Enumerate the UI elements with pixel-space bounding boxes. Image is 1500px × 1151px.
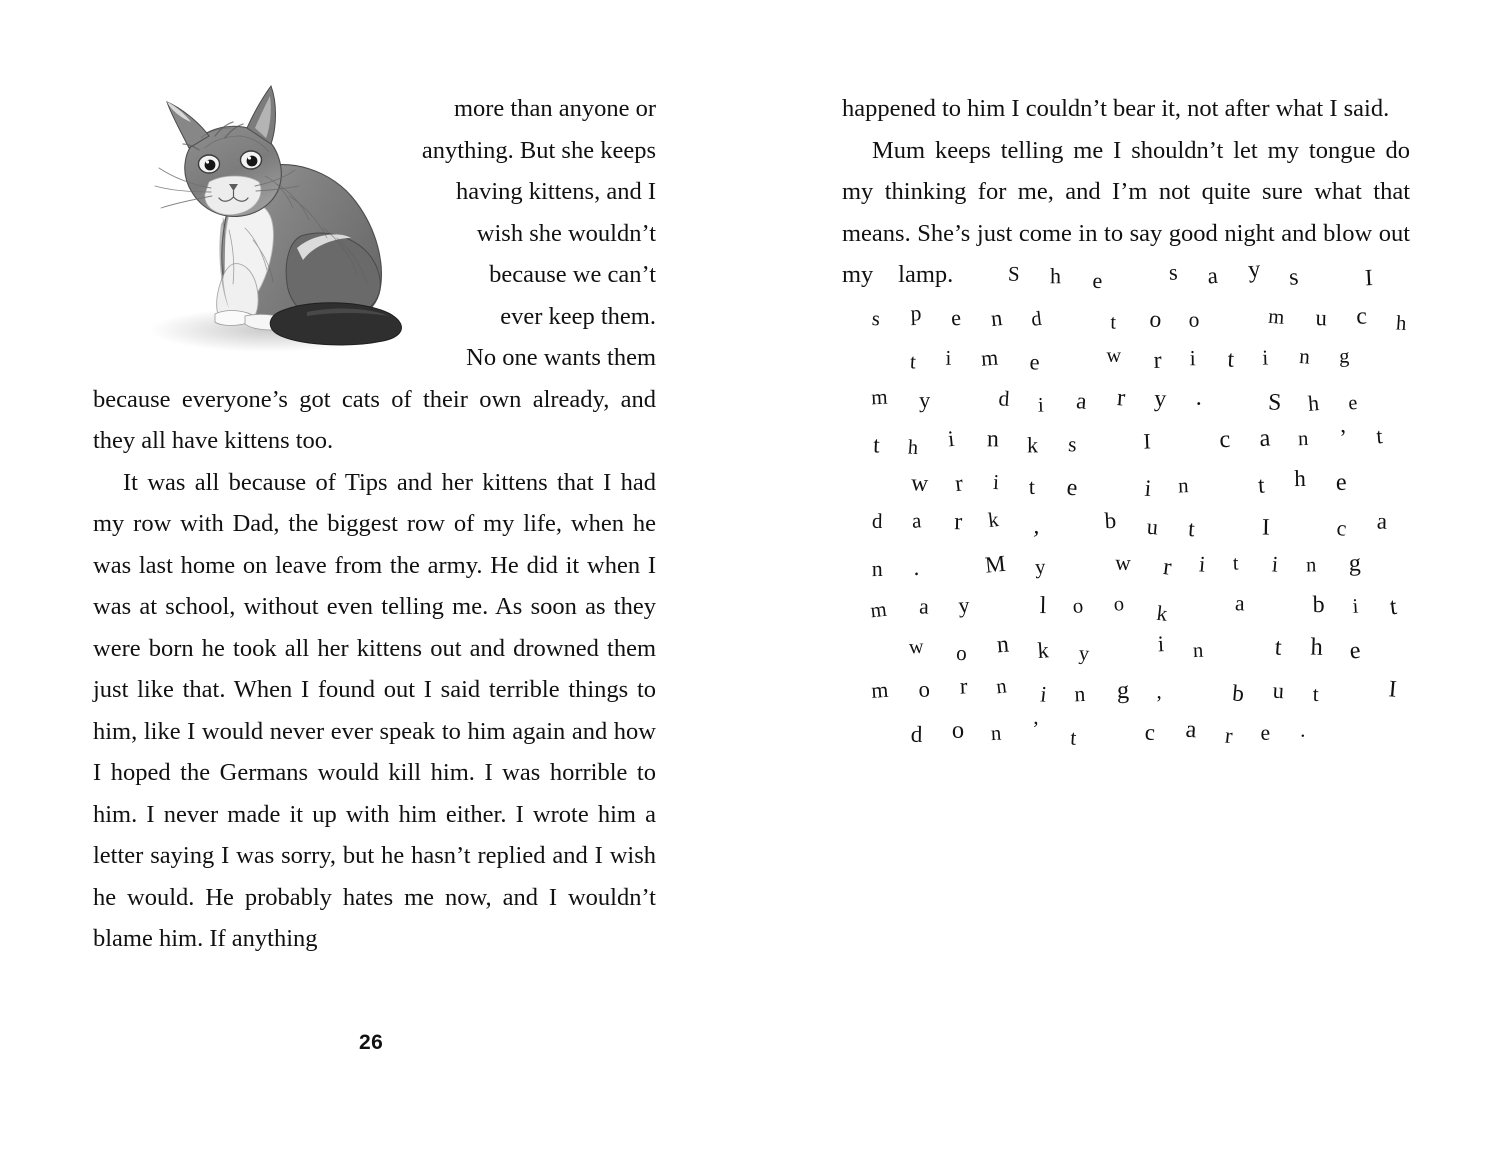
wonky-char: t bbox=[1029, 473, 1036, 499]
wonky-char: y bbox=[1034, 553, 1047, 579]
right-text-column bbox=[842, 88, 1410, 752]
wonky-char bbox=[1205, 632, 1245, 671]
wonky-char: n bbox=[1297, 426, 1309, 450]
left-paragraph-1 bbox=[93, 88, 656, 379]
wonky-char: g bbox=[1339, 344, 1350, 368]
wonky-char: e bbox=[1347, 389, 1359, 414]
wonky-char: o bbox=[1071, 593, 1085, 618]
wonky-char: o bbox=[951, 714, 965, 743]
wonky-char: b bbox=[1230, 679, 1245, 707]
wonky-char: n bbox=[990, 720, 1002, 745]
wonky-char: e bbox=[1347, 635, 1362, 664]
wonky-char: h bbox=[1050, 263, 1062, 289]
wonky-char: i bbox=[1198, 550, 1207, 577]
right-paragraph-2 bbox=[842, 130, 1410, 753]
wonky-char: y bbox=[957, 591, 971, 618]
wonky-char: b bbox=[1103, 506, 1117, 534]
wonky-char: r bbox=[1152, 345, 1162, 374]
wonky-char: r bbox=[1223, 721, 1234, 748]
wonky-char: m bbox=[869, 596, 888, 623]
wonky-char: I bbox=[1142, 428, 1152, 454]
wonky-char: h bbox=[1395, 309, 1408, 335]
wonky-char: t bbox=[1257, 470, 1266, 498]
left-paragraph-2: It was all because of Tips and her kittens that I had my row with Dad, the biggest row of my life, when he was last home on leave from the army. He did it when I was at school, without even telling me. As soon as they were born he took all her kittens out and drowned them just like that. When I found out I said terrible things to him, like I would never ever speak to him again and how I hoped the Germans would kill him. I was horrible to him. I never made it up with him either. I wrote him a letter saying I was sorry, but he hasn’t replied and I wish he would. He probably hates me now, and I wouldn’t blame him. If anything bbox=[93, 468, 656, 952]
wonky-char bbox=[970, 587, 1009, 625]
wonky-char: h bbox=[1294, 464, 1307, 491]
wonky-char: y bbox=[1153, 383, 1167, 412]
wonky-char: I bbox=[1387, 674, 1398, 703]
wonky-char bbox=[1041, 292, 1084, 334]
wonky-char bbox=[840, 466, 880, 505]
wrap-line: ever keep them. bbox=[500, 302, 656, 330]
wonky-char: o bbox=[1148, 304, 1163, 333]
wonky-char: n bbox=[1298, 343, 1311, 369]
wonky-char: n bbox=[1177, 472, 1190, 497]
wonky-char bbox=[841, 627, 881, 667]
wonky-char: y bbox=[919, 386, 931, 413]
wonky-char: i bbox=[1189, 345, 1197, 371]
wrap-line: No one wants them bbox=[466, 344, 656, 371]
wonky-char: I bbox=[1364, 263, 1374, 291]
wonky-char bbox=[1346, 466, 1384, 504]
wonky-char: w bbox=[907, 633, 924, 658]
wonky-char bbox=[1073, 465, 1114, 505]
wrap-line: having kittens, and I bbox=[455, 178, 656, 205]
wonky-char: t bbox=[1232, 550, 1240, 574]
wrap-line: because we can’t bbox=[489, 261, 656, 288]
right-paragraph-2-normal-text: Mum keeps telling me I shouldn’t let my tongue do my thinking for me, and I’m not quite sure what that means. She’s just come in to say good night and blow out my lamp. bbox=[842, 136, 1410, 288]
wonky-char: g bbox=[1117, 675, 1130, 704]
wonky-char: i bbox=[1261, 345, 1269, 370]
wonky-char: i bbox=[1038, 680, 1049, 708]
wonky-char: i bbox=[1351, 593, 1359, 618]
wonky-char bbox=[1077, 422, 1114, 458]
wonky-char: i bbox=[1143, 473, 1153, 502]
wonky-char: k bbox=[987, 507, 1001, 532]
wonky-char: e bbox=[1066, 472, 1080, 501]
wonky-char: a bbox=[1258, 423, 1272, 452]
wonky-char bbox=[1150, 423, 1189, 461]
wonky-char: k bbox=[1036, 636, 1050, 663]
wonky-char: t bbox=[1110, 309, 1117, 333]
wonky-char: i bbox=[992, 469, 1000, 494]
wrap-line: anything. But she keeps bbox=[421, 136, 656, 164]
wonky-char: k bbox=[1026, 432, 1038, 458]
wonky-char bbox=[1268, 505, 1309, 546]
wonky-char bbox=[1239, 579, 1285, 624]
wonky-char: t bbox=[1387, 591, 1398, 621]
wonky-char bbox=[1161, 667, 1205, 710]
wonky-char: o bbox=[955, 640, 968, 665]
wonky-char bbox=[841, 710, 881, 749]
wrap-line: more than anyone or bbox=[453, 95, 656, 122]
wonky-char: u bbox=[1271, 677, 1285, 704]
wonky-char: S bbox=[1007, 261, 1021, 286]
wonky-char bbox=[1102, 258, 1140, 295]
wonky-char: m bbox=[870, 383, 889, 409]
wonky-char: a bbox=[911, 508, 923, 533]
wonky-char bbox=[1045, 544, 1088, 586]
wonky-char: m bbox=[1266, 303, 1285, 329]
wonky-char: o bbox=[917, 675, 932, 703]
wonky-char: o bbox=[1188, 306, 1200, 332]
wonky-char bbox=[1361, 379, 1398, 416]
wonky-char: a bbox=[1376, 507, 1388, 535]
wonky-char: a bbox=[1184, 714, 1198, 743]
wonky-char: t bbox=[1187, 515, 1196, 542]
wonky-char: t bbox=[872, 431, 881, 458]
wonky-char: n bbox=[989, 304, 1004, 331]
wonky-char: t bbox=[1273, 632, 1283, 660]
wonky-char: h bbox=[1307, 389, 1321, 416]
wonky-char: i bbox=[947, 425, 956, 452]
wonky-char: u bbox=[1314, 304, 1328, 331]
right-paragraph-1: happened to him I couldn’t bear it, not after what I said. bbox=[842, 95, 1390, 122]
wonky-char bbox=[1201, 299, 1239, 337]
wonky-char: r bbox=[1161, 551, 1173, 580]
wonky-char: g bbox=[1348, 548, 1361, 576]
wonky-char bbox=[1351, 337, 1390, 376]
wonky-char bbox=[1198, 377, 1236, 415]
wonky-char: h bbox=[1309, 631, 1324, 660]
wonky-char: M bbox=[984, 549, 1008, 578]
wonky-char: d bbox=[871, 508, 883, 533]
wonky-char: o bbox=[1113, 591, 1125, 616]
wonky-char: t bbox=[1375, 422, 1384, 449]
wonky-char: I bbox=[1261, 513, 1271, 541]
wonky-char bbox=[840, 337, 882, 378]
wonky-char: i bbox=[945, 345, 952, 370]
wonky-char: y bbox=[1246, 254, 1261, 283]
wonky-char bbox=[1320, 672, 1357, 709]
wonky-char: t bbox=[1227, 344, 1236, 373]
wonky-char: d bbox=[997, 385, 1011, 411]
wonky-char: s bbox=[871, 305, 881, 330]
wonky-char: s bbox=[1287, 262, 1300, 291]
wonky-char: s bbox=[1067, 431, 1078, 457]
wonky-char: m bbox=[980, 344, 1000, 371]
wonky-char: i bbox=[1270, 550, 1280, 577]
wonky-char: d bbox=[910, 720, 923, 747]
wonky-char: n bbox=[1305, 552, 1317, 576]
wonky-char: r bbox=[953, 507, 963, 535]
wonky-char: m bbox=[870, 676, 890, 703]
wonky-char: c bbox=[1218, 424, 1232, 453]
wonky-char: r bbox=[1116, 382, 1127, 411]
wonky-char: r bbox=[959, 672, 969, 699]
wonky-char: . bbox=[1194, 381, 1204, 410]
wonky-char bbox=[1296, 257, 1336, 296]
wonky-char: a bbox=[1234, 590, 1245, 616]
wonky-char: c bbox=[1144, 718, 1157, 745]
wonky-char: n bbox=[986, 424, 999, 452]
wonky-char bbox=[1074, 709, 1115, 749]
left-paragraph-1-tail: because everyone’s got cats of their own already, and they all have kittens too. bbox=[93, 385, 656, 454]
wonky-char bbox=[1372, 251, 1413, 292]
wonky-char: w bbox=[1114, 549, 1131, 575]
wonky-char: l bbox=[1039, 590, 1047, 619]
wonky-char: t bbox=[1312, 681, 1319, 706]
wonky-char: s bbox=[1168, 259, 1179, 285]
wonky-char: u bbox=[1145, 513, 1160, 540]
wonky-char bbox=[1359, 628, 1400, 668]
wonky-char: a bbox=[919, 593, 930, 619]
left-text-column bbox=[93, 88, 656, 960]
wonky-char: t bbox=[1069, 724, 1078, 750]
wonky-char bbox=[1360, 550, 1398, 588]
wonky-char: a bbox=[1205, 261, 1219, 289]
wonky-char: w bbox=[910, 468, 929, 496]
wonky-char: n bbox=[871, 555, 883, 581]
wonky-char bbox=[930, 383, 970, 422]
wonky-char: . bbox=[1299, 716, 1307, 741]
wonky-char: , bbox=[1032, 511, 1042, 540]
wonky-char: b bbox=[1312, 590, 1326, 618]
wonky-char: e bbox=[1260, 719, 1272, 745]
wonky-char: i bbox=[1037, 392, 1045, 416]
wonky-char: e bbox=[949, 303, 962, 331]
wonky-char: e bbox=[1029, 348, 1041, 375]
wonky-char: r bbox=[953, 468, 964, 496]
wonky-char: e bbox=[1335, 467, 1348, 496]
wonky-char: n bbox=[1073, 681, 1086, 707]
wonky-char: . bbox=[913, 553, 922, 580]
wonky-char: y bbox=[1078, 640, 1090, 665]
wonky-char: e bbox=[1091, 267, 1103, 294]
wrap-line: wish she wouldn’t bbox=[476, 219, 656, 247]
wonky-char: , bbox=[1156, 679, 1163, 703]
wonky-char: c bbox=[1355, 301, 1368, 329]
wonky-char: ’ bbox=[1338, 424, 1349, 451]
wonky-char: S bbox=[1267, 387, 1283, 415]
wonky-char: n bbox=[995, 629, 1010, 658]
wonky-char bbox=[1193, 507, 1232, 546]
wonky-char: n bbox=[1192, 637, 1204, 662]
wonky-char bbox=[1036, 504, 1075, 542]
wonky-char: c bbox=[1335, 515, 1348, 541]
wonky-char bbox=[1036, 336, 1077, 377]
wonky-char: ’ bbox=[1032, 716, 1040, 740]
wonky-char bbox=[1166, 587, 1204, 624]
page-number: 26 bbox=[359, 1031, 384, 1054]
wonky-char: i bbox=[1156, 630, 1165, 657]
wonky-char: w bbox=[1106, 343, 1121, 367]
wonky-char: n bbox=[994, 673, 1008, 698]
wonky-diary-text bbox=[842, 254, 1410, 750]
wonky-char: d bbox=[1029, 305, 1043, 331]
wonky-char: k bbox=[1155, 600, 1170, 626]
wonky-char: h bbox=[907, 434, 920, 459]
wonky-char: p bbox=[909, 299, 922, 325]
wonky-char: t bbox=[908, 349, 917, 374]
wonky-char: a bbox=[1075, 386, 1089, 414]
